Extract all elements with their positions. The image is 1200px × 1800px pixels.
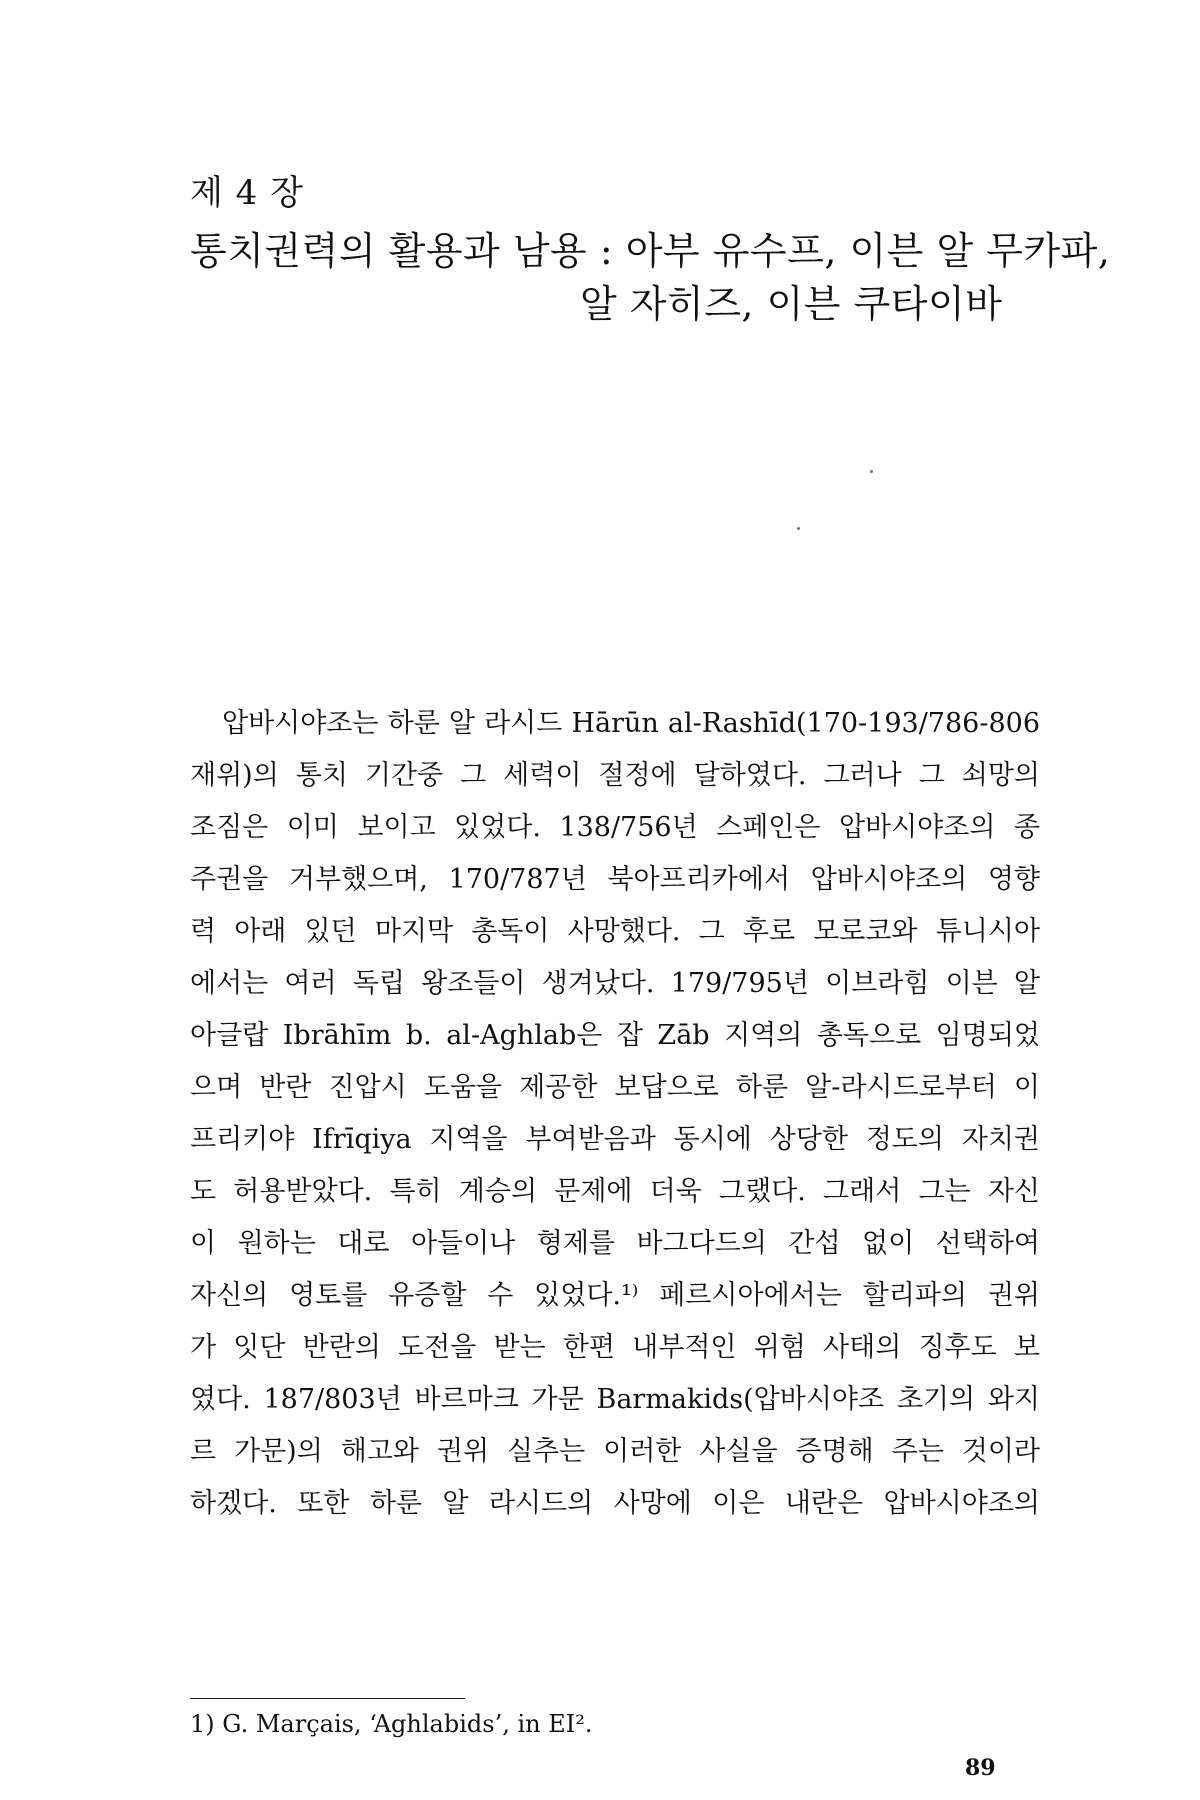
chapter-title-line-1: 통치권력의 활용과 남용 : 아부 유수프, 이븐 알 무카파, [190, 229, 1111, 273]
body-line: 재위)의 통치 기간중 그 세력이 절정에 달하였다. 그러나 그 쇠망의 [190, 760, 1040, 791]
body-line: 도 허용받았다. 특히 계승의 문제에 더욱 그랬다. 그래서 그는 자신 [190, 1176, 1040, 1207]
body-line: 력 아래 있던 마지막 총독이 사망했다. 그 후로 모로코와 튜니시아 [190, 916, 1040, 947]
body-line: 자신의 영토를 유증할 수 있었다.¹⁾ 페르시아에서는 할리파의 권위 [190, 1280, 1040, 1311]
page-number: 89 [965, 1755, 996, 1781]
chapter-title-line-2: 알 자히즈, 이븐 쿠타이바 [580, 282, 1003, 326]
body-line: 조짐은 이미 보이고 있었다. 138/756년 스페인은 압바시야조의 종 [190, 812, 1040, 843]
chapter-number: 제 4 장 [190, 173, 304, 213]
scan-speck [797, 527, 800, 530]
body-line: 하겠다. 또한 하룬 알 라시드의 사망에 이은 내란은 압바시야조의 [190, 1488, 1040, 1519]
body-line: 가 잇단 반란의 도전을 받는 한편 내부적인 위험 사태의 징후도 보 [190, 1332, 1040, 1363]
body-line: 아글랍 Ibrāhīm b. al-Aghlab은 잡 Zāb 지역의 총독으로 임명되었 [190, 1020, 1040, 1051]
scan-speck [870, 470, 873, 473]
body-line: 였다. 187/803년 바르마크 가문 Barmakids(압바시야조 초기의 와지 [190, 1384, 1040, 1415]
body-line: 압바시야조는 하룬 알 라시드 Hārūn al-Rashīd(170-193/786-806 [222, 708, 1040, 739]
body-line: 으며 반란 진압시 도움을 제공한 보답으로 하룬 알-라시드로부터 이 [190, 1072, 1040, 1103]
footnote: 1) G. Marçais, ‘Aghlabids’, in EI². [190, 1710, 593, 1738]
footnote-divider [190, 1698, 465, 1699]
body-line: 에서는 여러 독립 왕조들이 생겨났다. 179/795년 이브라힘 이븐 알 [190, 968, 1040, 999]
body-line: 이 원하는 대로 아들이나 형제를 바그다드의 간섭 없이 선택하여 [190, 1228, 1040, 1259]
body-line: 프리키야 Ifrīqiya 지역을 부여받음과 동시에 상당한 정도의 자치권 [190, 1124, 1040, 1155]
body-paragraph [190, 698, 1040, 1530]
body-line: 르 가문)의 해고와 권위 실추는 이러한 사실을 증명해 주는 것이라 [190, 1436, 1040, 1467]
body-line: 주권을 거부했으며, 170/787년 북아프리카에서 압바시야조의 영향 [190, 864, 1040, 895]
